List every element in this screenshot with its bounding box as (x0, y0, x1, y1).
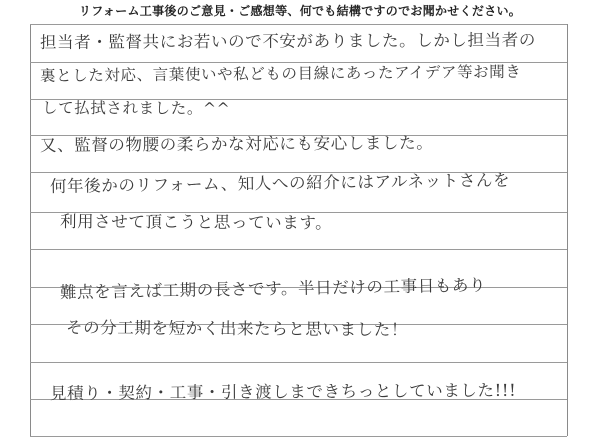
form-header: リフォーム工事後のご意見・ご感想等、何でも結構ですのでお聞かせください。 (78, 4, 522, 18)
handwritten-line: 裏とした対応、言葉使いや私どもの目線にあったアイデア等お聞き (39, 62, 522, 85)
handwritten-line: 又、監督の物腰の柔らかな対応にも安心しました。 (39, 133, 434, 155)
handwritten-line: 利用させて頂こうと思っています。 (59, 212, 333, 233)
ruled-line (30, 362, 567, 363)
handwritten-line: その分工期を短かく出来たらと思いました！ (65, 318, 409, 340)
handwritten-line: 担当者・監督共にお若いので不安がありました。しかし担当者の (39, 30, 536, 52)
ruled-line (30, 24, 567, 25)
ruled-line (30, 436, 567, 437)
handwritten-line: 何年後かのリフォーム、知人への紹介にはアルネットさんを (49, 170, 511, 196)
handwritten-line: 見積り・契約・工事・引き渡しまできちっとしていました!!! (49, 380, 517, 403)
ruled-line (30, 249, 567, 250)
handwritten-line: して払拭されました。^^ (41, 99, 231, 118)
handwritten-line: 難点を言えば工期の長さです。半日だけの工事日もあり (59, 275, 487, 302)
